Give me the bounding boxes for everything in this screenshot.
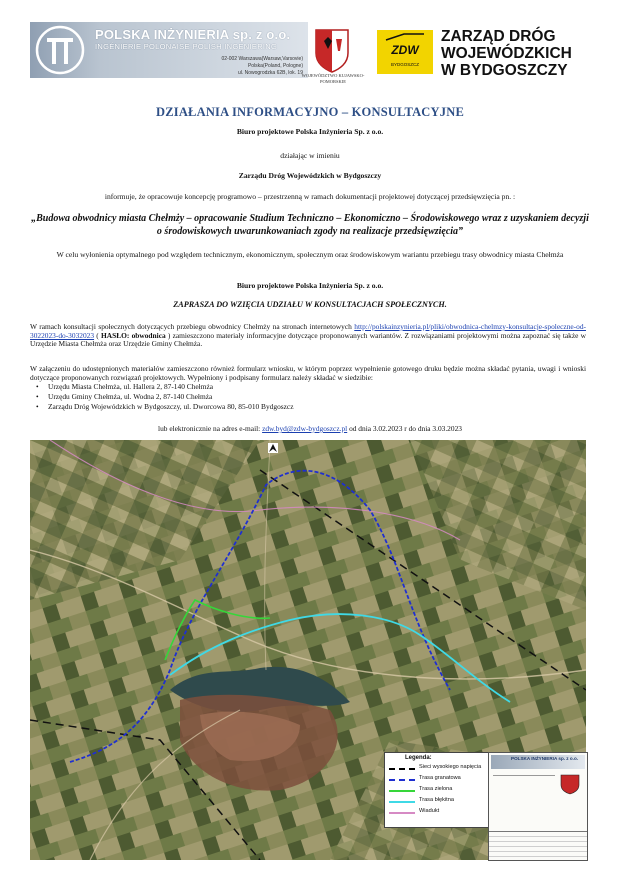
legend-item [389,808,489,818]
north-arrow-icon [268,443,278,453]
list-item [36,402,568,412]
company-address [185,56,303,77]
company-subtitle: INGÉNIERIE POLONAISE·POLISH INGENIERING [95,42,278,51]
zdw-name-line: WOJEWÓDZKICH [441,45,572,62]
title-block-coat-icon [559,773,581,795]
map-legend [384,752,490,828]
list-item-text: Urzędu Gminy Chełmża, ul. Wodna 2, 87-140 Chełmża [48,392,213,401]
company-name: POLSKA INŻYNIERIA sp. z o.o. [95,27,291,42]
legend-title: Legenda: [405,755,432,761]
purpose-text: W celu wyłonienia optymalnego pod względem technicznym, ekonomicznym, społecznym oraz środowiskowym wariantu przebiegu trasy obwodnicy miasta Chełmża [56,250,564,259]
email-link[interactable]: zdw.byd@zdw-bydgoszcz.pl [262,424,348,433]
zdw-city: BYDGOSZCZ [390,62,419,67]
legend-item [389,775,489,785]
drawing-title-block [488,752,588,861]
legend-swatch [389,768,415,770]
legend-label: Trasa granatowa [419,775,461,781]
legend-label: Trasa błękitna [419,797,454,803]
password-text: HASŁO: obwodnica [101,330,166,340]
title-block-notes [493,775,555,832]
bullet-icon: • [36,382,39,391]
zdw-road-icon [384,33,426,41]
invitation-heading: ZAPRASZA DO WZIĘCIA UDZIAŁU W KONSULTACJACH SPOŁECZNYCH. [173,300,447,309]
project-name: „Budowa obwodnicy miasta Chełmży – opracowanie Studium Techniczno – Ekonomiczno – Środowiskowego wraz z uzyskaniem decyzji o środowiskowych uwarunkowaniach zgody na realizacje przedsięwzięcia” [31,213,589,237]
zdw-badge: ZDW [391,43,419,57]
zdw-full-name [441,28,572,79]
paragraph-text: ( [94,330,102,340]
legend-label: Sieci wysokiego napięcia [419,764,482,770]
legend-item [389,764,489,774]
bullet-icon: • [36,392,39,401]
organizer: Biuro projektowe Polska Inżynieria Sp. z o.o. [236,127,384,136]
paragraph-text: ) zamieszczono materiały informacyjne dotyczące proponowanych wariantów. Z rozwiązaniami projektowymi można zapoznać się także w Urzędzie Miasta Chełmża oraz Urzędzie Gminy Chełmża. [30,330,586,349]
legend-swatch [389,779,415,781]
form-paragraph: W załączeniu do udostępnionych materiałów zamieszczono również formularz wniosku, w którym poprzez wypełnienie gotowego druku będzie można składać pytania, uwagi i wnioski dotyczące proponowanych rozwiązań projektowych. Wypełniony i podpisany formularz należy składać w siedzibie: [30,364,586,382]
legend-swatch [389,801,415,803]
title-block-table [489,831,587,861]
coat-of-arms-caption: WOJEWÓDZTWO KUJAWSKO-POMORSKIE [301,73,365,84]
legend-item [389,797,489,807]
email-text: lub elektronicznie na adres e-mail: [158,424,263,433]
email-text: od dnia 3.02.2023 r do dnia 3.03.2023 [347,424,462,433]
list-item [36,392,568,402]
address-line: Polska(Poland, Pologne) [247,63,303,69]
page-header [0,0,620,95]
page-title: DZIAŁANIA INFORMACYJNO – KONSULTACYJNE [156,105,464,119]
paragraph-text: W ramach konsultacji społecznych dotyczących przebiegu obwodnicy Chełmży na stronach internetowych [30,322,355,331]
voivodeship-coat-of-arms-icon [312,27,352,73]
legend-swatch [389,790,415,792]
acting-on-behalf: działając w imieniu [280,151,340,160]
legend-item [389,786,489,796]
pi-column-icon [34,24,86,76]
list-item [36,382,568,392]
bullet-icon: • [36,402,39,411]
legend-label: Wiadukt [419,808,440,814]
zdw-name-line: W BYDGOSZCZY [441,62,568,79]
title-block-company: POLSKA INŻYNIERIA sp. z o.o. [511,756,579,761]
address-line: 02-002 Warszawa(Warsaw,Varsovie) [221,56,303,62]
email-line [0,424,620,433]
legend-label: Trasa zielona [419,786,453,792]
informs-text: informuje, że opracowuje koncepcję programowo – przestrzenną w ramach dokumentacji projektowej dotyczącej przedsięwzięcia pn. : [104,192,516,201]
list-item-text: Urzędu Miasta Chełmża, ul. Hallera 2, 87-140 Chełmża [48,382,214,391]
organizer-repeat: Biuro projektowe Polska Inżynieria Sp. z o.o. [236,281,384,290]
legend-swatch [389,812,415,814]
list-item-text: Zarządu Dróg Wojewódzkich w Bydgoszczy, ul. Dworcowa 80, 85-010 Bydgoszcz [48,402,294,411]
consultation-link[interactable]: http://polskainzynieria.pl/pliki/obwodnica-chelmzy-konsultacje-spoleczne-od-3022023-do-3032023 [30,322,586,340]
consultation-paragraph [30,323,586,349]
client-name: Zarządu Dróg Wojewódzkich w Bydgoszczy [238,171,382,180]
address-line: ul. Nowogrodzka 62B, lok. 19 [237,70,303,76]
zdw-name-line: ZARZĄD DRÓG [441,28,556,45]
